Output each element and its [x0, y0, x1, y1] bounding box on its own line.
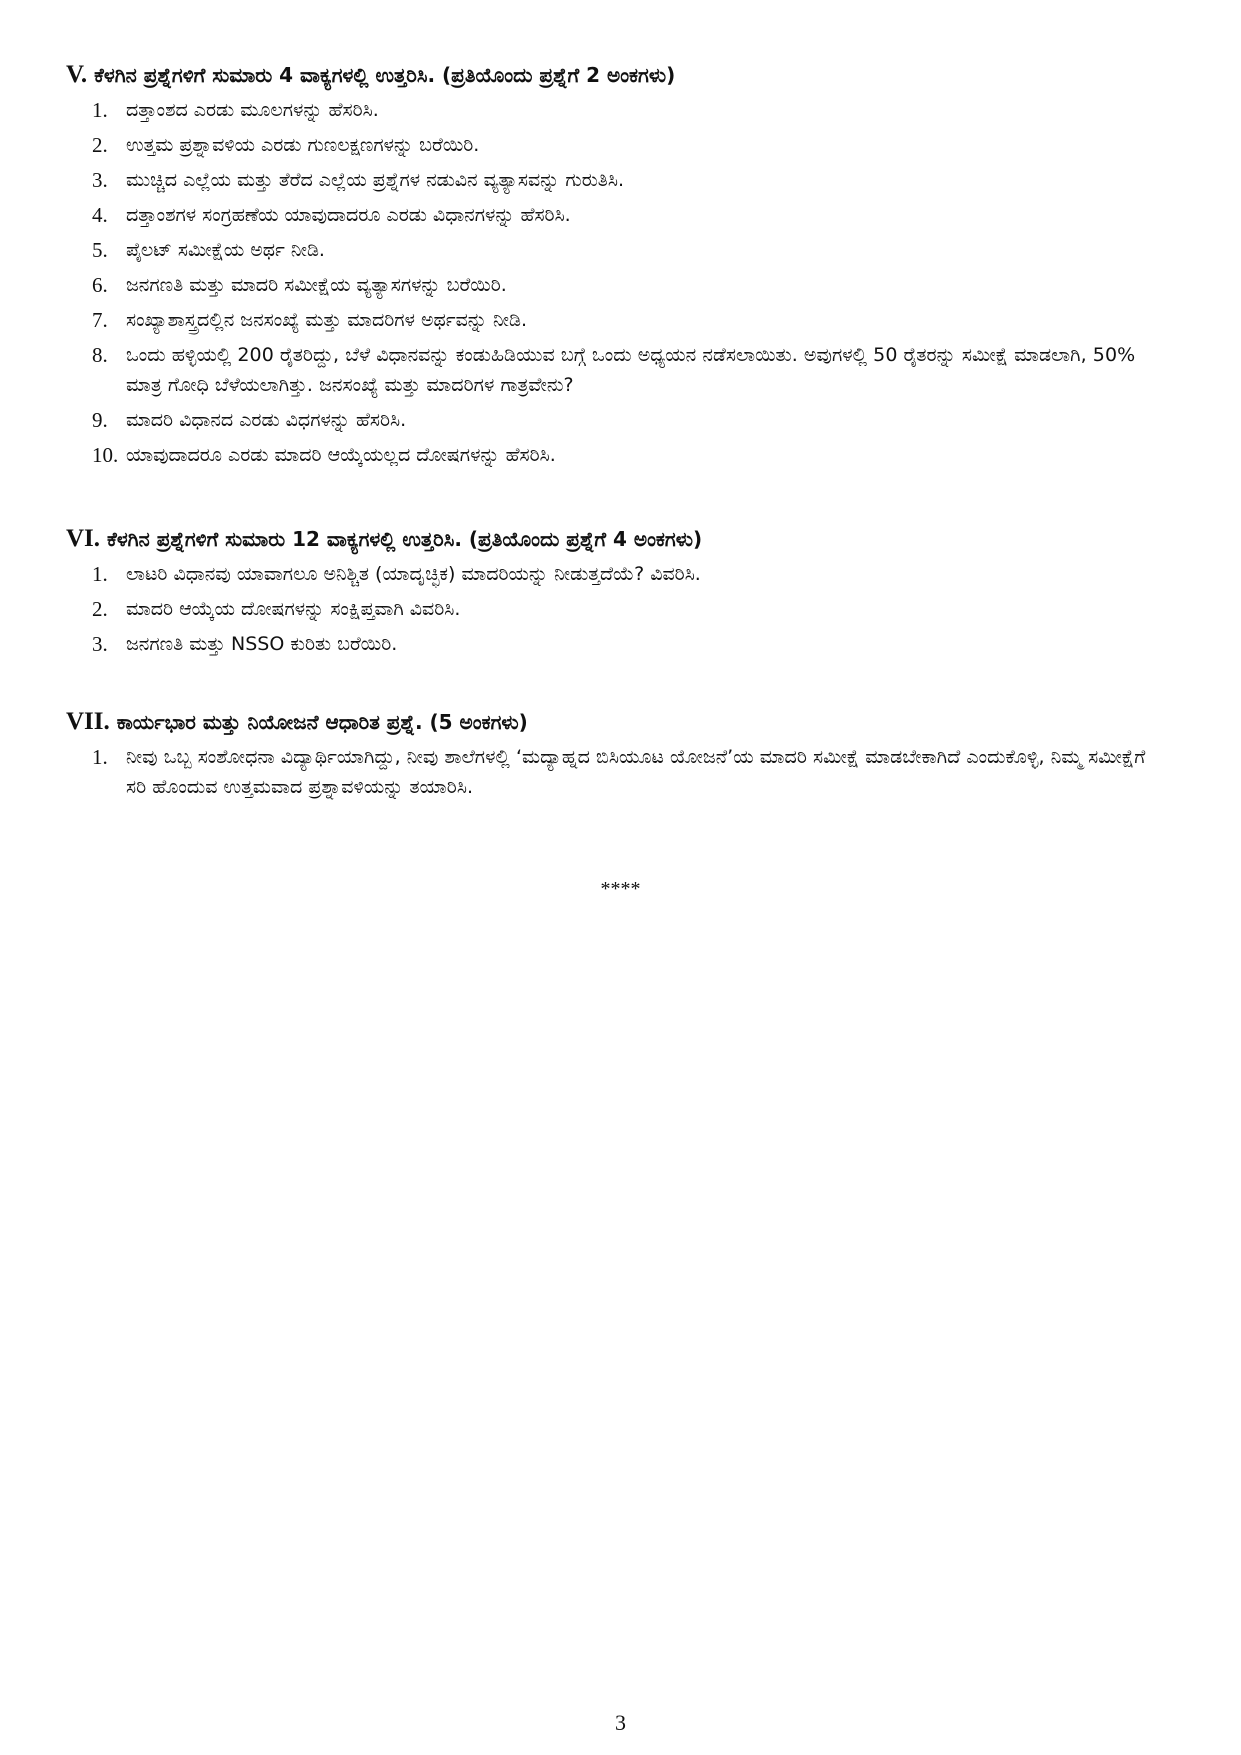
section-vi-roman: VI. [66, 525, 101, 552]
question-item [66, 165, 1166, 195]
question-item [66, 405, 1166, 435]
question-text: ಉತ್ತಮ ಪ್ರಶ್ನಾವಳಿಯ ಎರಡು ಗುಣಲಕ್ಷಣಗಳನ್ನು ಬರೆಯಿರಿ. [126, 134, 480, 156]
section-vi-question-list [66, 559, 1166, 659]
section-vii-heading-text: ಕಾರ್ಯಭಾರ ಮತ್ತು ನಿಯೋಜನೆ ಆಧಾರಿತ ಪ್ರಶ್ನೆ. (5 ಅಂಕಗಳು) [116, 710, 528, 734]
question-text: ಮಾದರಿ ಆಯ್ಕೆಯ ದೋಷಗಳನ್ನು ಸಂಕ್ಷಿಪ್ತವಾಗಿ ವಿವರಿಸಿ. [126, 598, 461, 620]
question-number: 5. [92, 238, 108, 262]
question-number: 3. [92, 168, 108, 192]
question-number: 7. [92, 308, 108, 332]
question-item [66, 742, 1166, 802]
question-text: ಒಂದು ಹಳ್ಳಿಯಲ್ಲಿ 200 ರೈತರಿದ್ದು, ಬೆಳೆ ವಿಧಾನವನ್ನು ಕಂಡುಹಿಡಿಯುವ ಬಗ್ಗೆ ಒಂದು ಅಧ್ಯಯನ ನಡೆಸಲಾಯಿತು. ಅವುಗಳಲ್ಲಿ 50 ರೈತರನ್ನು ಸಮೀಕ್ಷೆ ಮಾಡಲಾಗಿ, 50% ಮಾತ್ರ ಗೋಧಿ ಬೆಳೆಯಲಾಗಿತ್ತು. ಜನಸಂಖ್ಯೆ ಮತ್ತು ಮಾದರಿಗಳ ಗಾತ್ರವೇನು? [126, 344, 1136, 396]
section-vii-heading [66, 707, 1166, 737]
question-item [66, 130, 1166, 160]
section-vi [66, 524, 1166, 659]
question-item [66, 629, 1166, 659]
section-vi-heading [66, 524, 1166, 554]
question-item [66, 270, 1166, 300]
question-number: 1. [92, 98, 108, 122]
question-text: ದತ್ತಾಂಶಗಳ ಸಂಗ್ರಹಣೆಯ ಯಾವುದಾದರೂ ಎರಡು ವಿಧಾನಗಳನ್ನು ಹೆಸರಿಸಿ. [126, 204, 571, 226]
section-v-heading [66, 60, 1166, 90]
question-number: 1. [92, 562, 108, 586]
question-text: ನೀವು ಒಬ್ಬ ಸಂಶೋಧನಾ ವಿದ್ಯಾರ್ಥಿಯಾಗಿದ್ದು, ನೀವು ಶಾಲೆಗಳಲ್ಲಿ ‘ಮದ್ಯಾಹ್ನದ ಬಿಸಿಯೂಟ ಯೋಜನೆ’ಯ ಮಾದರಿ ಸಮೀಕ್ಷೆ ಮಾಡಬೇಕಾಗಿದೆ ಎಂದುಕೊಳ್ಳಿ, ನಿಮ್ಮ ಸಮೀಕ್ಷೆಗೆ ಸರಿ ಹೊಂದುವ ಉತ್ತಮವಾದ ಪ್ರಶ್ನಾವಳಿಯನ್ನು ತಯಾರಿಸಿ. [126, 746, 1146, 798]
question-item [66, 594, 1166, 624]
question-text: ಮಾದರಿ ವಿಧಾನದ ಎರಡು ವಿಧಗಳನ್ನು ಹೆಸರಿಸಿ. [126, 409, 407, 431]
question-text: ಸಂಖ್ಯಾಶಾಸ್ತ್ರದಲ್ಲಿನ ಜನಸಂಖ್ಯೆ ಮತ್ತು ಮಾದರಿಗಳ ಅರ್ಥವನ್ನು ನೀಡಿ. [126, 309, 528, 331]
question-number: 1. [92, 745, 108, 769]
question-item [66, 559, 1166, 589]
question-number: 4. [92, 203, 108, 227]
question-text: ದತ್ತಾಂಶದ ಎರಡು ಮೂಲಗಳನ್ನು ಹೆಸರಿಸಿ. [126, 99, 379, 121]
question-item [66, 235, 1166, 265]
section-vii-question-list [66, 742, 1166, 802]
question-number: 9. [92, 408, 108, 432]
question-text: ಲಾಟರಿ ವಿಧಾನವು ಯಾವಾಗಲೂ ಅನಿಶ್ಚಿತ (ಯಾದೃಚ್ಛಿಕ) ಮಾದರಿಯನ್ನು ನೀಡುತ್ತದೆಯೆ? ವಿವರಿಸಿ. [126, 563, 701, 585]
question-item [66, 440, 1166, 470]
question-text: ಜನಗಣತಿ ಮತ್ತು ಮಾದರಿ ಸಮೀಕ್ಷೆಯ ವ್ಯತ್ಯಾಸಗಳನ್ನು ಬರೆಯಿರಿ. [126, 274, 507, 296]
question-text: ಮುಚ್ಚಿದ ಎಲ್ಲೆಯ ಮತ್ತು ತೆರೆದ ಎಲ್ಲೆಯ ಪ್ರಶ್ನೆಗಳ ನಡುವಿನ ವ್ಯತ್ಯಾಸವನ್ನು ಗುರುತಿಸಿ. [126, 169, 624, 191]
section-v [66, 60, 1166, 470]
question-text: ಜನಗಣತಿ ಮತ್ತು NSSO ಕುರಿತು ಬರೆಯಿರಿ. [126, 633, 398, 655]
question-number: 6. [92, 273, 108, 297]
section-vii-roman: VII. [66, 708, 110, 735]
question-text: ಯಾವುದಾದರೂ ಎರಡು ಮಾದರಿ ಆಯ್ಕೆಯಲ್ಲದ ದೋಷಗಳನ್ನು ಹೆಸರಿಸಿ. [126, 444, 556, 466]
question-number: 8. [92, 343, 108, 367]
question-number: 3. [92, 632, 108, 656]
section-vii [66, 707, 1166, 802]
question-number: 10. [92, 443, 119, 467]
section-vi-heading-text: ಕೆಳಗಿನ ಪ್ರಶ್ನೆಗಳಿಗೆ ಸುಮಾರು 12 ವಾಕ್ಯಗಳಲ್ಲಿ ಉತ್ತರಿಸಿ. (ಪ್ರತಿಯೊಂದು ಪ್ರಶ್ನೆಗೆ 4 ಅಂಕಗಳು) [107, 527, 703, 551]
question-text: ಪೈಲಟ್ ಸಮೀಕ್ಷೆಯ ಅರ್ಥ ನೀಡಿ. [126, 239, 325, 261]
question-item [66, 200, 1166, 230]
page-number: 3 [615, 1710, 626, 1735]
question-number: 2. [92, 597, 108, 621]
question-item [66, 305, 1166, 335]
question-number: 2. [92, 133, 108, 157]
section-v-roman: V. [66, 61, 88, 88]
question-item [66, 95, 1166, 125]
section-v-question-list [66, 95, 1166, 470]
section-v-heading-text: ಕೆಳಗಿನ ಪ್ರಶ್ನೆಗಳಿಗೆ ಸುಮಾರು 4 ವಾಕ್ಯಗಳಲ್ಲಿ ಉತ್ತರಿಸಿ. (ಪ್ರತಿಯೊಂದು ಪ್ರಶ್ನೆಗೆ 2 ಅಂಕಗಳು) [94, 63, 676, 87]
end-separator: **** [600, 878, 641, 900]
question-item [66, 340, 1166, 400]
